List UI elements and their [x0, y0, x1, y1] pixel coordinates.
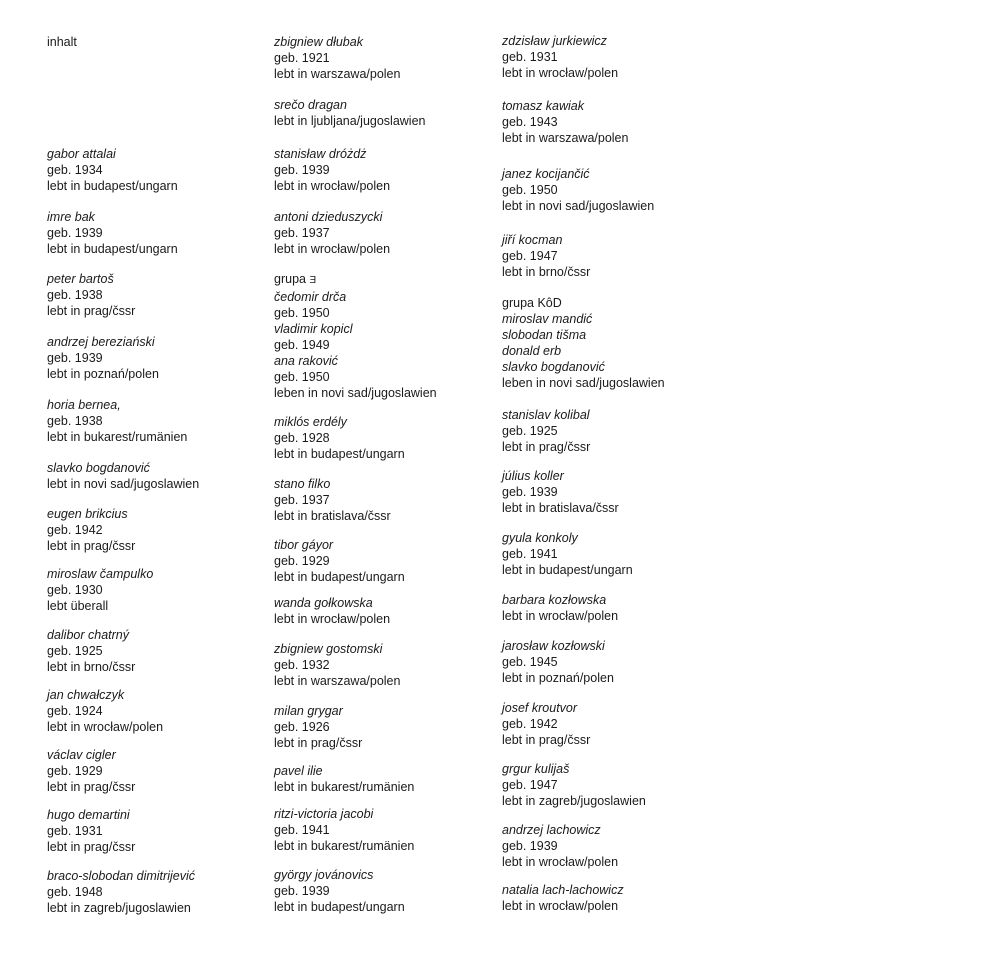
birth-year: geb. 1925 [47, 644, 103, 658]
residence: lebt in budapest/ungarn [274, 900, 405, 914]
group-label: grupa KôD [502, 296, 562, 310]
member-name: miroslav mandić [502, 312, 593, 326]
residence: lebt in zagreb/jugoslawien [47, 901, 191, 915]
artist-entry [274, 414, 405, 462]
artist-entry [502, 232, 590, 280]
artist-entry [47, 146, 178, 194]
residence: lebt in budapest/ungarn [47, 242, 178, 256]
residence: lebt in prag/čssr [47, 780, 136, 794]
residence: lebt in bratislava/čssr [502, 501, 619, 515]
artist-entry [47, 868, 195, 916]
artist-name: eugen brikcius [47, 507, 128, 521]
birth-year: geb. 1939 [274, 163, 330, 177]
artist-name: horia bernea, [47, 398, 121, 412]
artist-entry [502, 33, 618, 81]
residence: lebt in warszawa/polen [502, 131, 629, 145]
birth-year: geb. 1949 [274, 338, 330, 352]
artist-entry [274, 209, 390, 257]
residence: lebt in wrocław/polen [274, 612, 391, 626]
artist-name: zbigniew gostomski [274, 642, 383, 656]
artist-name: tibor gáyor [274, 538, 334, 552]
artist-name: tomasz kawiak [502, 99, 584, 113]
artist-entry [47, 747, 135, 795]
residence: lebt in wrocław/polen [502, 609, 619, 623]
residence: lebt in bukarest/rumänien [274, 780, 415, 794]
birth-year: geb. 1924 [47, 704, 103, 718]
residence: lebt in wrocław/polen [274, 242, 391, 256]
birth-year: geb. 1939 [274, 884, 330, 898]
artist-name: hugo demartini [47, 808, 130, 822]
artist-name: antoni dzieduszycki [274, 210, 383, 224]
artist-name: stanislav kolibal [502, 408, 590, 422]
birth-year: geb. 1942 [502, 717, 558, 731]
birth-year: geb. 1929 [274, 554, 330, 568]
birth-year: geb. 1950 [502, 183, 558, 197]
artist-entry [274, 763, 414, 795]
residence: lebt in prag/čssr [502, 440, 591, 454]
birth-year: geb. 1941 [274, 823, 330, 837]
artist-entry [47, 506, 135, 554]
artist-entry [47, 627, 135, 675]
member-name: čedomir drča [274, 290, 347, 304]
birth-year: geb. 1931 [47, 824, 103, 838]
artist-name: jan chwałczyk [47, 688, 125, 702]
artist-entry [47, 687, 163, 735]
artist-entry [502, 882, 624, 914]
member-name: slobodan tišma [502, 328, 587, 342]
birth-year: geb. 1945 [502, 655, 558, 669]
birth-year: geb. 1934 [47, 163, 103, 177]
artist-name: josef kroutvor [502, 701, 578, 715]
group-label-text: grupa [274, 272, 306, 286]
artist-name: andrzej bereziański [47, 335, 155, 349]
residence: lebt in prag/čssr [502, 733, 591, 747]
artist-name: zdzisław jurkiewicz [502, 34, 607, 48]
artist-name: gyula konkoly [502, 531, 578, 545]
birth-year: geb. 1941 [502, 547, 558, 561]
artist-entry [274, 34, 400, 82]
artist-entry [502, 592, 618, 624]
residence: lebt in warszawa/polen [274, 67, 401, 81]
member-name: vladimir kopicl [274, 322, 353, 336]
residence: lebt in budapest/ungarn [502, 563, 633, 577]
birth-year: geb. 1942 [47, 523, 103, 537]
artist-name: miroslaw čampulko [47, 567, 154, 581]
residence: lebt in prag/čssr [47, 539, 136, 553]
birth-year: geb. 1939 [47, 226, 103, 240]
artist-name: milan grygar [274, 704, 343, 718]
member-name: ana raković [274, 354, 338, 368]
artist-name: györgy jovánovics [274, 868, 374, 882]
residence: lebt in wrocław/polen [502, 66, 619, 80]
artist-entry [274, 146, 390, 194]
artist-name: stanisław dróżdż [274, 147, 367, 161]
artist-name: srečo dragan [274, 98, 347, 112]
artist-entry [47, 566, 153, 614]
birth-year: geb. 1950 [274, 306, 330, 320]
artist-name: miklós erdély [274, 415, 347, 429]
birth-year: geb. 1928 [274, 431, 330, 445]
residence: lebt in prag/čssr [47, 304, 136, 318]
artist-name: zbigniew dłubak [274, 35, 363, 49]
artist-name: gabor attalai [47, 147, 116, 161]
residence: lebt in warszawa/polen [274, 674, 401, 688]
artist-name: jarosław kozłowski [502, 639, 605, 653]
residence: lebt in brno/čssr [502, 265, 591, 279]
birth-year: geb. 1950 [274, 370, 330, 384]
artist-name: stano filko [274, 477, 331, 491]
artist-entry [502, 638, 614, 686]
residence: lebt in prag/čssr [274, 736, 363, 750]
artist-entry [502, 166, 654, 214]
artist-name: július koller [502, 469, 564, 483]
residence: lebt in budapest/ungarn [47, 179, 178, 193]
artist-entry [502, 822, 618, 870]
residence: lebt in poznań/polen [47, 367, 159, 381]
artist-entry [502, 98, 628, 146]
page-title: inhalt [47, 35, 77, 49]
artist-name: slavko bogdanović [47, 461, 150, 475]
artist-name: andrzej lachowicz [502, 823, 601, 837]
residence: lebt in zagreb/jugoslawien [502, 794, 646, 808]
residence: lebt in novi sad/jugoslawien [502, 199, 655, 213]
artist-entry [502, 530, 633, 578]
residence: lebt in ljubljana/jugoslawien [274, 114, 426, 128]
artist-entry [274, 537, 405, 585]
artist-name: braco-slobodan dimitrijević [47, 869, 195, 883]
birth-year: geb. 1926 [274, 720, 330, 734]
residence: lebt in prag/čssr [47, 840, 136, 854]
artist-entry [47, 397, 187, 445]
artist-entry [274, 867, 405, 915]
artist-name: imre bak [47, 210, 95, 224]
birth-year: geb. 1937 [274, 226, 330, 240]
group-label [274, 271, 437, 289]
residence: lebt in bratislava/čssr [274, 509, 391, 523]
birth-year: geb. 1939 [47, 351, 103, 365]
residence: lebt in wrocław/polen [47, 720, 164, 734]
birth-year: geb. 1938 [47, 288, 103, 302]
residence: lebt in bukarest/rumänien [47, 430, 188, 444]
artist-entry [47, 271, 135, 319]
artist-entry [47, 334, 159, 382]
member-name: donald erb [502, 344, 562, 358]
artist-name: pavel ilie [274, 764, 323, 778]
artist-entry [274, 641, 400, 689]
birth-year: geb. 1937 [274, 493, 330, 507]
group-entry-kod [502, 295, 665, 391]
residence: lebt in bukarest/rumänien [274, 839, 415, 853]
birth-year: geb. 1938 [47, 414, 103, 428]
residence: lebt in wrocław/polen [502, 855, 619, 869]
artist-entry [274, 476, 391, 524]
artist-name: jiří kocman [502, 233, 563, 247]
artist-entry [502, 407, 590, 455]
artist-entry [274, 806, 414, 854]
artist-entry [274, 97, 426, 129]
group-glyph: Ǝ [309, 275, 317, 286]
member-name: slavko bogdanović [502, 360, 605, 374]
birth-year: geb. 1948 [47, 885, 103, 899]
artist-entry [502, 700, 590, 748]
birth-year: geb. 1947 [502, 249, 558, 263]
artist-entry [47, 460, 199, 492]
residence: leben in novi sad/jugoslawien [274, 386, 437, 400]
birth-year: geb. 1932 [274, 658, 330, 672]
artist-entry [47, 807, 135, 855]
artist-name: barbara kozłowska [502, 593, 607, 607]
residence: lebt in wrocław/polen [274, 179, 391, 193]
birth-year: geb. 1947 [502, 778, 558, 792]
birth-year: geb. 1939 [502, 485, 558, 499]
residence: lebt überall [47, 599, 109, 613]
birth-year: geb. 1939 [502, 839, 558, 853]
artist-name: ritzi-victoria jacobi [274, 807, 374, 821]
artist-name: grgur kulijaš [502, 762, 570, 776]
artist-name: wanda gołkowska [274, 596, 373, 610]
residence: lebt in budapest/ungarn [274, 447, 405, 461]
birth-year: geb. 1931 [502, 50, 558, 64]
residence: lebt in brno/čssr [47, 660, 136, 674]
artist-entry [274, 595, 390, 627]
artist-entry [274, 703, 362, 751]
artist-name: dalibor chatrný [47, 628, 129, 642]
group-entry-e [274, 271, 437, 401]
birth-year: geb. 1929 [47, 764, 103, 778]
artist-entry [502, 468, 619, 516]
residence: leben in novi sad/jugoslawien [502, 376, 665, 390]
residence: lebt in novi sad/jugoslawien [47, 477, 200, 491]
residence: lebt in wrocław/polen [502, 899, 619, 913]
birth-year: geb. 1930 [47, 583, 103, 597]
birth-year: geb. 1943 [502, 115, 558, 129]
residence: lebt in poznań/polen [502, 671, 614, 685]
artist-name: janez kocijančić [502, 167, 590, 181]
residence: lebt in budapest/ungarn [274, 570, 405, 584]
artist-entry [47, 209, 178, 257]
artist-name: peter bartoš [47, 272, 114, 286]
artist-name: natalia lach-lachowicz [502, 883, 624, 897]
artist-entry [502, 761, 646, 809]
birth-year: geb. 1921 [274, 51, 330, 65]
birth-year: geb. 1925 [502, 424, 558, 438]
artist-name: václav cigler [47, 748, 116, 762]
